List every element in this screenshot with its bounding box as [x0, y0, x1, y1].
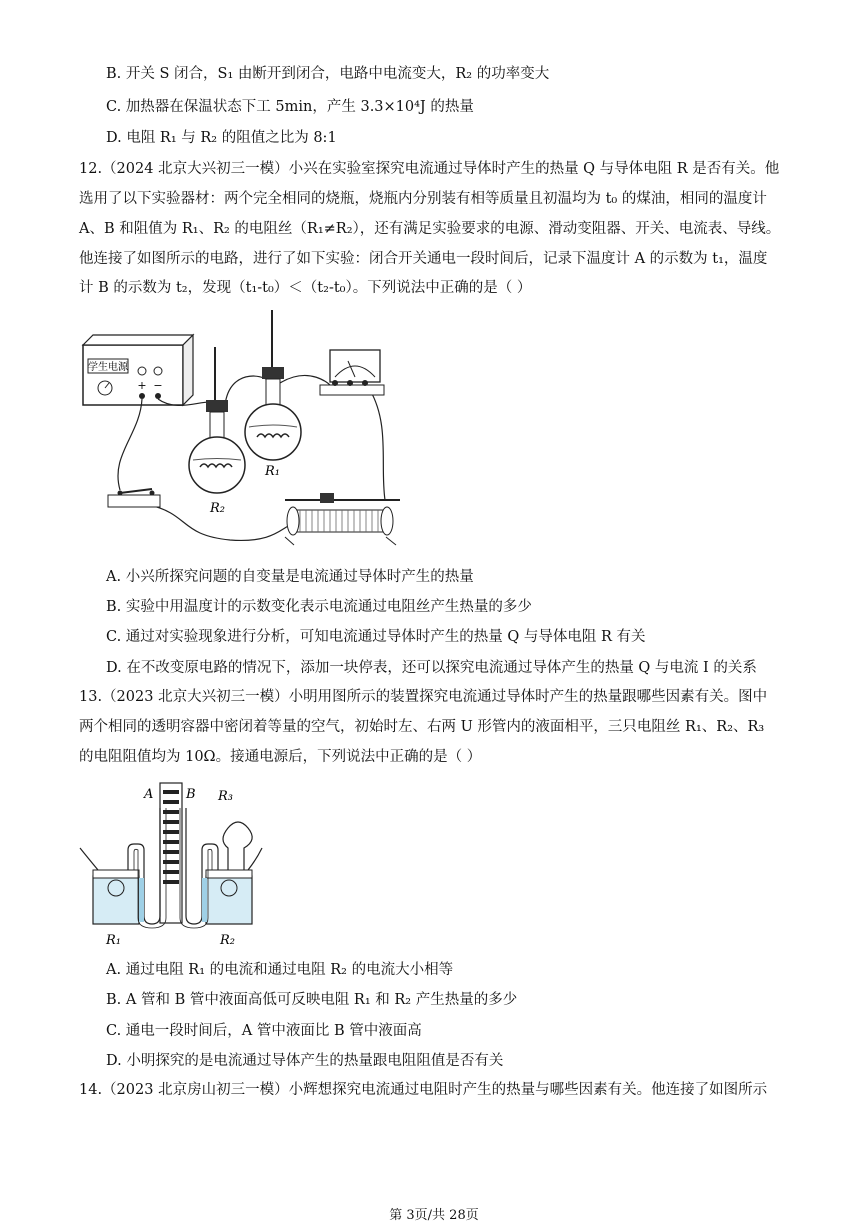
- q13-option-a: A. 通过电阻 R₁ 的电流和通过电阻 R₂ 的电流大小相等: [106, 962, 454, 978]
- container-right: [206, 870, 252, 924]
- r2-label: R₂: [210, 501, 225, 516]
- label-b: B: [186, 787, 196, 802]
- q12-stem-line5: 计 B 的示数为 t₂，发现（t₁-t₀）＜（t₂-t₀）。下列说法中正确的是（ ）: [79, 280, 532, 296]
- q13-stem-line2: 两个相同的透明容器中密闭着等量的空气，初始时左、右两 U 形管内的液面相平，三只电阻丝 R₁、R₂、R₃: [79, 719, 765, 735]
- q12-circuit-figure: [80, 305, 410, 550]
- flask-r2: [189, 347, 245, 516]
- q13-stem-line3: 的电阻阻值均为 10Ω。接通电源后，下列说法中正确的是（ ）: [79, 749, 482, 765]
- q14-stem-line1: 14.（2023 北京房山初三一模）小辉想探究电流通过电阻时产生的热量与哪些因素有关。他连接了如图所示: [79, 1082, 768, 1098]
- q12-stem-line1: 12.（2024 北京大兴初三一模）小兴在实验室探究电流通过导体时产生的热量 Q 与导体电阻 R 是否有关。他: [79, 161, 780, 177]
- q12-option-b: B. 实验中用温度计的示数变化表示电流通过电阻丝产生热量的多少: [106, 599, 532, 615]
- flask-r1: [245, 310, 301, 479]
- q13-option-b: B. A 管和 B 管中液面高低可反映电阻 R₁ 和 R₂ 产生热量的多少: [106, 992, 518, 1008]
- container-left: [93, 870, 139, 924]
- plus-sign: +: [137, 379, 147, 392]
- r1-label: R₁: [106, 933, 121, 948]
- r3-label: R₃: [218, 789, 233, 804]
- q13-stem-line1: 13.（2023 北京大兴初三一模）小明用图所示的装置探究电流通过导体时产生的热量跟哪些因素有关。图中: [79, 689, 768, 705]
- q12-option-d: D. 在不改变原电路的情况下，添加一块停表，还可以探究电流通过导体产生的热量 Q 与电流 I 的关系: [106, 660, 757, 676]
- r1-label: R₁: [265, 464, 280, 479]
- q12-stem-line4: 他连接了如图所示的电路，进行了如下实验：闭合开关通电一段时间后，记录下温度计 A 的示数为 t₁，温度: [79, 251, 768, 267]
- q12-option-c: C. 通过对实验现象进行分析，可知电流通过导体时产生的热量 Q 与导体电阻 R 有关: [106, 629, 646, 645]
- q12-stem-line2: 选用了以下实验器材：两个完全相同的烧瓶，烧瓶内分别装有相等质量且初温均为 t₀ 的煤油，相同的温度计: [79, 191, 767, 207]
- q12-stem-line3: A、B 和阻值为 R₁、R₂ 的电阻丝（R₁≠R₂），还有满足实验要求的电源、滑动变阻器、开关、电流表、导线。: [79, 221, 781, 237]
- q12-option-a: A. 小兴所探究问题的自变量是电流通过导体时产生的热量: [106, 569, 474, 585]
- power-supply: [83, 335, 193, 405]
- ammeter: [320, 350, 384, 395]
- label-a: A: [144, 787, 154, 802]
- q11-option-c: C. 加热器在保温状态下工 5min，产生 3.3×10⁴J 的热量: [106, 99, 474, 115]
- q13-option-d: D. 小明探究的是电流通过导体产生的热量跟电阻阻值是否有关: [106, 1053, 504, 1069]
- rheostat: [285, 493, 400, 545]
- power-supply-label: 学生电源: [88, 362, 128, 373]
- switch: [108, 489, 160, 507]
- page-footer: 第 3页/共 28页: [389, 1208, 479, 1223]
- q13-apparatus-figure: [78, 778, 268, 950]
- r2-label: R₂: [220, 933, 235, 948]
- q13-option-c: C. 通电一段时间后，A 管中液面比 B 管中液面高: [106, 1023, 422, 1039]
- q11-option-d: D. 电阻 R₁ 与 R₂ 的阻值之比为 8:1: [106, 130, 337, 146]
- q11-option-b: B. 开关 S 闭合，S₁ 由断开到闭合，电路中电流变大，R₂ 的功率变大: [106, 66, 550, 82]
- minus-sign: −: [153, 379, 163, 392]
